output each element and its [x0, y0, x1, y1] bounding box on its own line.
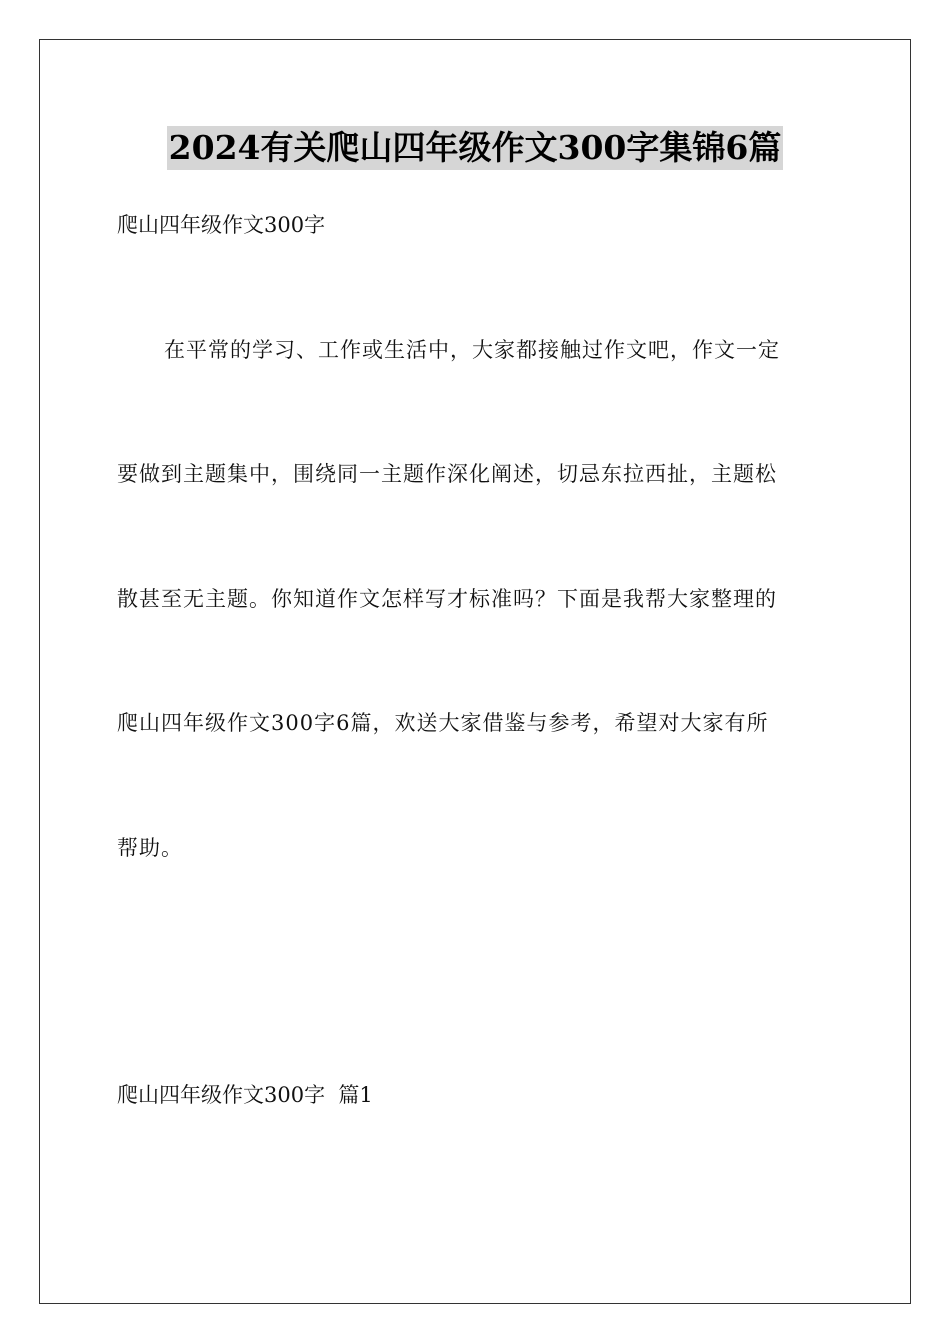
section-heading: 爬山四年级作文300字 篇1 [117, 1083, 373, 1107]
title-container [0, 126, 950, 170]
intro-paragraph-line: 帮助。 [117, 836, 183, 860]
document-subheading: 爬山四年级作文300字 [117, 213, 326, 237]
document-title: 2024有关爬山四年级作文300字集锦6篇 [167, 126, 784, 170]
intro-paragraph-line: 散甚至无主题。你知道作文怎样写才标准吗？下面是我帮大家整理的 [117, 587, 777, 611]
intro-paragraph-line: 爬山四年级作文300字6篇，欢送大家借鉴与参考，希望对大家有所 [117, 711, 769, 735]
intro-paragraph-line: 在平常的学习、工作或生活中，大家都接触过作文吧，作文一定 [164, 338, 780, 362]
intro-paragraph-line: 要做到主题集中，围绕同一主题作深化阐述，切忌东拉西扯，主题松 [117, 462, 777, 486]
